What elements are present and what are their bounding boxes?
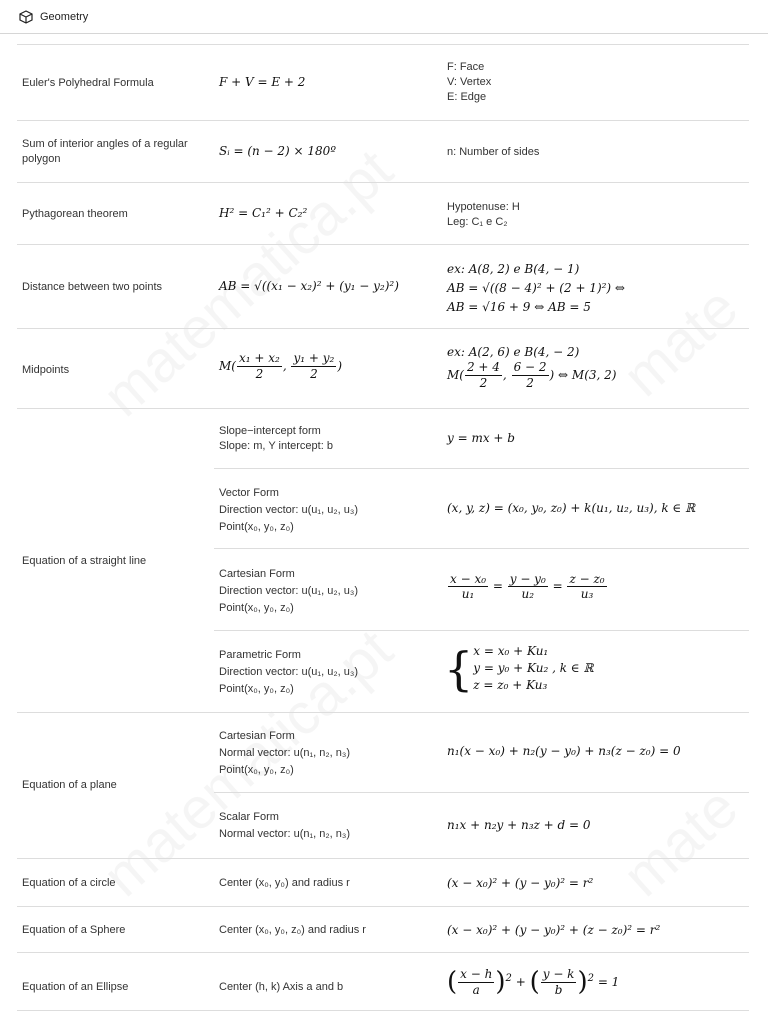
formula: (x − x₀)² + (y − y₀)² + (z − z₀)² = r² — [447, 923, 661, 937]
desc-line: Direction vector: u(u₁, u₂, u₃) — [219, 666, 359, 678]
numerator: y₁ + y₂ — [293, 351, 335, 365]
formula: AB = √((x₁ − x₂)² + (y₁ − y₂)²) — [219, 279, 399, 293]
desc-line: Cartesian Form — [219, 568, 295, 580]
numerator: 2 + 4 — [466, 360, 500, 374]
parametric-desc — [219, 647, 358, 698]
desc-line: Normal vector: u(n₁, n₂, n₃) — [219, 747, 351, 759]
numerator: x − h — [460, 967, 493, 981]
example-line: ex: A(2, 6) e B(4, − 2) — [447, 345, 580, 359]
formula: y = mx + b — [447, 431, 515, 445]
desc-line: Slope: m, Y intercept: b — [219, 440, 333, 452]
table-row — [17, 952, 749, 1011]
cartesian-desc — [219, 566, 358, 617]
formula: (x − x₀)² + (y − y₀)² = r² — [447, 876, 594, 890]
table-row — [17, 906, 749, 953]
slope-desc — [219, 424, 333, 454]
row-label: Equation of a plane — [22, 779, 117, 791]
table-row — [17, 44, 749, 121]
numerator: x − x₀ — [450, 572, 487, 586]
desc-line: Point(x₀, y₀, z₀) — [219, 683, 294, 695]
numerator: x₁ + x₂ — [238, 351, 280, 365]
note: Hypotenuse: H — [447, 201, 520, 213]
page-title: Geometry — [40, 10, 89, 23]
formula: Sᵢ = (n − 2) × 180º — [219, 144, 336, 158]
table-row — [17, 408, 749, 713]
numerator: 6 − 2 — [513, 360, 547, 374]
formula: H² = C₁² + C₂² — [219, 206, 308, 220]
row-label: Equation of a circle — [22, 877, 116, 889]
denominator: u₃ — [580, 587, 594, 601]
denominator: u₂ — [521, 587, 535, 601]
row-label: Midpoints — [22, 364, 70, 376]
denominator: b — [554, 983, 563, 997]
row-label: Equation of an Ellipse — [22, 981, 129, 993]
formula: (x, y, z) = (x₀, y₀, z₀) + k(u₁, u₂, u₃), k ∈ ℝ — [447, 501, 696, 515]
formula: $\frac{\text{x − x₀}}{\text{u₁}}$ = $\frac{\text{y − y₀}}{\text{u₂}}$ = $\frac{\text{z − z₀}}{\text{u₃}}$ — [450, 572, 605, 601]
page-header — [0, 0, 768, 34]
formula: n₁x + n₂y + n₃z + d = 0 — [447, 818, 591, 832]
row-label: Equation of a straight line — [22, 555, 147, 567]
vector-desc — [219, 485, 358, 536]
cube-icon — [18, 9, 34, 25]
note: Leg: C₁ e C₂ — [447, 216, 508, 228]
row-label: Pythagorean theorem — [22, 208, 128, 220]
formula-prefix: M( — [219, 359, 236, 373]
equals: = 1 — [597, 975, 620, 989]
row-label: Sum of interior angles of a regular polygon — [22, 138, 188, 165]
formula: M( $\frac{\text{x₁ + x₂}}{2}$ , $\frac{\text{y₁ + y₂}}{2}$ ) — [219, 351, 343, 381]
desc-line: Slope−intercept form — [219, 425, 321, 437]
equation: z = z₀ + Ku₃ — [473, 678, 548, 692]
desc-line: Direction vector: u(u₁, u₂, u₃) — [219, 585, 359, 597]
desc-line: Point(x₀, y₀, z₀) — [219, 602, 294, 614]
denominator: 2 — [479, 376, 488, 390]
example — [447, 260, 767, 317]
formula: ( $\frac{x - h}{a}$ )$^2$ + ( $\frac{y - k}{b}$ )$^2$ = 1 — [447, 967, 620, 997]
denominator: 2 — [526, 376, 534, 390]
numerator: y − y₀ — [509, 572, 546, 586]
notes — [447, 200, 767, 230]
formula: n₁(x − x₀) + n₂(y − y₀) + n₃(z − z₀) = 0 — [447, 744, 681, 758]
denominator: 2 — [310, 367, 318, 381]
equation: x = x₀ + Ku₁ — [473, 644, 549, 658]
denominator: u₁ — [461, 587, 475, 601]
table-bottom-border — [17, 1010, 749, 1011]
desc-line: Parametric Form — [219, 649, 301, 661]
example-line: ex: A(8, 2) e B(4, − 1) — [447, 262, 580, 276]
note: E: Edge — [447, 91, 487, 103]
description: Center (h, k) Axis a and b — [219, 981, 344, 993]
formula — [444, 643, 593, 694]
note: n: Number of sides — [447, 146, 540, 158]
description: Center (x₀, y₀) and radius r — [219, 877, 350, 889]
desc-line: Cartesian Form — [219, 730, 295, 742]
brace: { — [444, 641, 474, 696]
desc-line: Scalar Form — [219, 811, 279, 823]
equation: y = y₀ + Ku₂ , k ∈ ℝ — [473, 661, 594, 675]
row-label: Equation of a Sphere — [22, 924, 126, 936]
plane-scalar-desc — [219, 809, 350, 843]
example-line: AB = √16 + 9 ⇔ AB = 5 — [447, 300, 591, 314]
plane-cartesian-desc — [219, 728, 350, 779]
desc-line: Normal vector: u(n₁, n₂, n₃) — [219, 828, 351, 840]
table-row — [17, 182, 749, 245]
table-row — [17, 712, 749, 859]
desc-line: Vector Form — [219, 487, 279, 499]
denominator: a — [472, 983, 480, 997]
table-row — [17, 328, 749, 409]
denominator: 2 — [255, 367, 264, 381]
table-row — [17, 858, 749, 907]
notes — [447, 60, 767, 105]
desc-line: Point(x₀, y₀, z₀) — [219, 521, 294, 533]
table-row — [17, 244, 749, 329]
desc-line: Point(x₀, y₀, z₀) — [219, 764, 294, 776]
example-line: AB = √((8 − 4)² + (2 + 1)²) ⇔ — [447, 281, 625, 295]
table-row — [17, 120, 749, 183]
numerator: y − k — [542, 967, 575, 981]
row-label: Distance between two points — [22, 281, 163, 293]
formula: F + V = E + 2 — [219, 75, 306, 89]
example-result: ⇔ M(3, 2) — [558, 368, 617, 382]
note: V: Vertex — [447, 76, 492, 88]
note: F: Face — [447, 61, 485, 73]
example: ex: A(2, 6) e B(4, − 2) M( $\frac{2 + 4}{2}$ , $\frac{6 - 2}{2}$ ) ⇔ M(3, 2) — [447, 345, 767, 391]
row-label: Euler's Polyhedral Formula — [22, 77, 154, 89]
numerator: z − z₀ — [569, 572, 605, 586]
description: Center (x₀, y₀, z₀) and radius r — [219, 924, 366, 936]
desc-line: Direction vector: u(u₁, u₂, u₃) — [219, 504, 359, 516]
